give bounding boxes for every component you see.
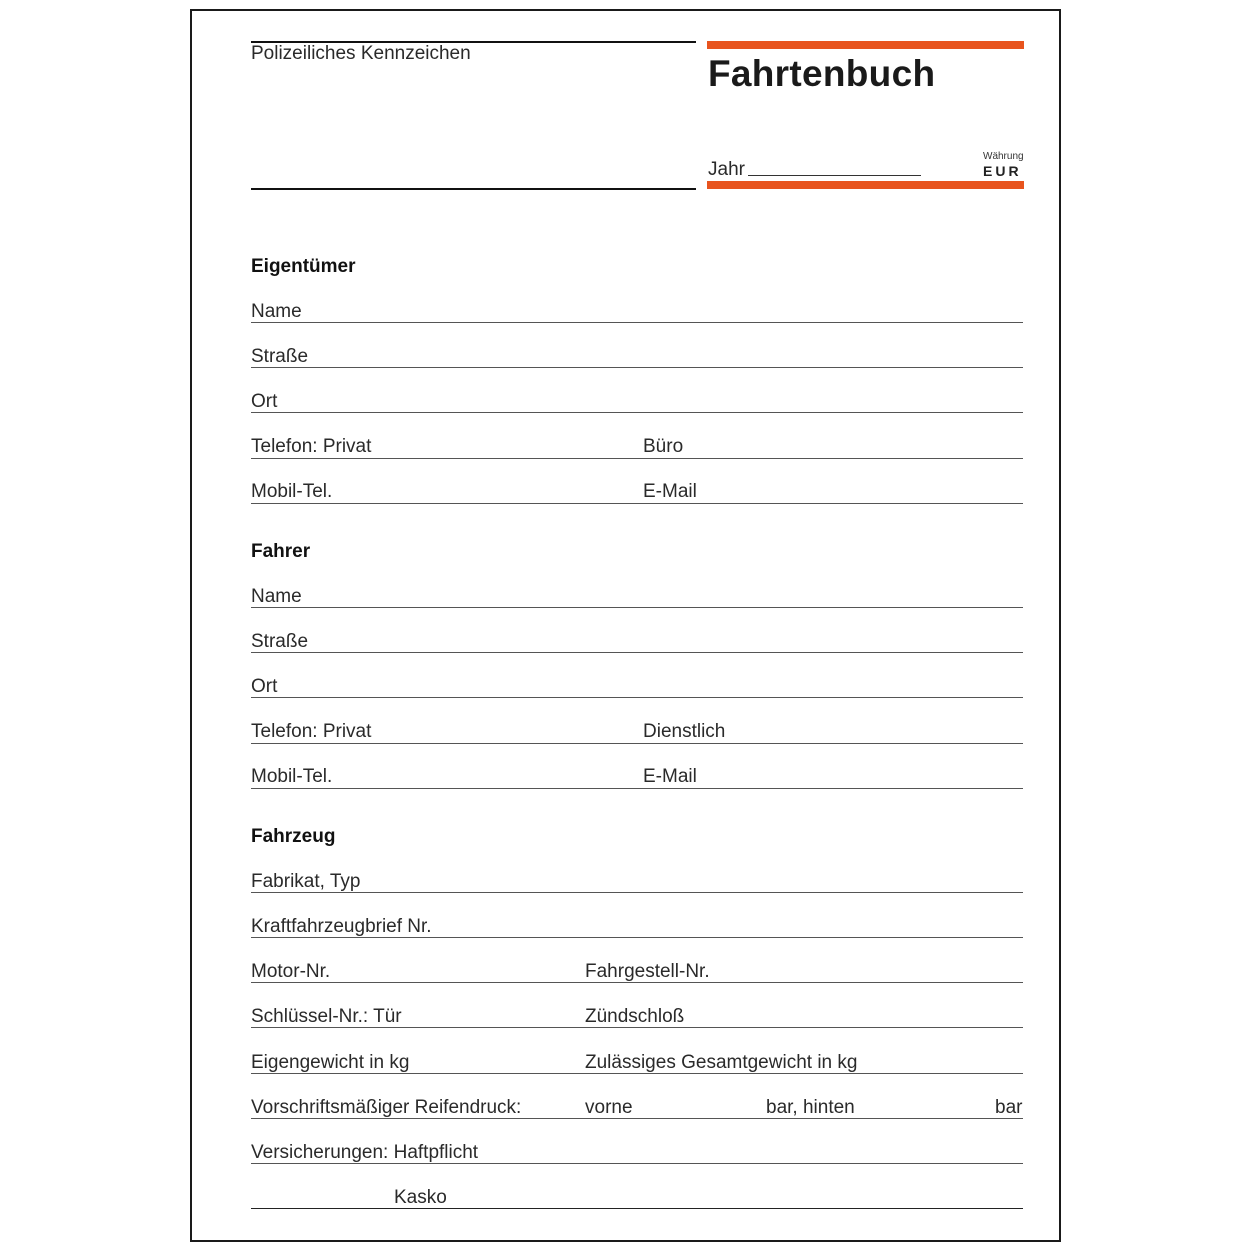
currency-value: EUR xyxy=(983,163,1022,179)
driver-street-line[interactable] xyxy=(251,652,1023,653)
vehicle-casco-line[interactable] xyxy=(251,1208,1023,1209)
title-bottom-bar xyxy=(707,181,1024,189)
owner-name-line[interactable] xyxy=(251,322,1023,323)
vehicle-key-door-label: Schlüssel-Nr.: Tür xyxy=(251,1006,402,1027)
currency-caption: Währung xyxy=(983,151,1024,162)
owner-email-label: E-Mail xyxy=(643,481,697,502)
vehicle-liability-label: Versicherungen: Haftpflicht xyxy=(251,1142,479,1163)
driver-phone-line[interactable] xyxy=(251,743,1023,744)
year-label: Jahr xyxy=(708,159,745,180)
driver-city-label: Ort xyxy=(251,676,278,697)
vehicle-registration-line[interactable] xyxy=(251,937,1023,938)
driver-name-label: Name xyxy=(251,586,302,607)
vehicle-bar-label: bar xyxy=(995,1097,1023,1118)
owner-mobile-line[interactable] xyxy=(251,503,1023,504)
driver-mobile-line[interactable] xyxy=(251,788,1023,789)
driver-phone-private-label: Telefon: Privat xyxy=(251,721,372,742)
page-title: Fahrtenbuch xyxy=(708,53,936,94)
vehicle-make-label: Fabrikat, Typ xyxy=(251,871,361,892)
vehicle-key-ignition-label: Zündschloß xyxy=(585,1006,685,1027)
owner-street-label: Straße xyxy=(251,346,309,367)
driver-mobile-label: Mobil-Tel. xyxy=(251,766,333,787)
driver-street-label: Straße xyxy=(251,631,309,652)
owner-heading: Eigentümer xyxy=(251,256,356,277)
owner-phone-private-label: Telefon: Privat xyxy=(251,436,372,457)
owner-street-line[interactable] xyxy=(251,367,1023,368)
driver-city-line[interactable] xyxy=(251,697,1023,698)
form-sheet xyxy=(190,9,1061,1242)
vehicle-heading: Fahrzeug xyxy=(251,826,336,847)
driver-email-label: E-Mail xyxy=(643,766,697,787)
vehicle-registration-label: Kraftfahrzeugbrief Nr. xyxy=(251,916,432,937)
plate-label: Polizeiliches Kennzeichen xyxy=(251,43,471,64)
plate-field-line[interactable] xyxy=(251,188,696,190)
driver-name-line[interactable] xyxy=(251,607,1023,608)
vehicle-key-line[interactable] xyxy=(251,1027,1023,1028)
driver-phone-work-label: Dienstlich xyxy=(643,721,726,742)
title-top-bar xyxy=(707,41,1024,49)
vehicle-make-line[interactable] xyxy=(251,892,1023,893)
owner-city-label: Ort xyxy=(251,391,278,412)
owner-name-label: Name xyxy=(251,301,302,322)
vehicle-weight-line[interactable] xyxy=(251,1073,1023,1074)
vehicle-bar-rear-label: bar, hinten xyxy=(766,1097,855,1118)
vehicle-chassis-label: Fahrgestell-Nr. xyxy=(585,961,710,982)
vehicle-front-label: vorne xyxy=(585,1097,633,1118)
owner-mobile-label: Mobil-Tel. xyxy=(251,481,333,502)
vehicle-tire-pressure-label: Vorschriftsmäßiger Reifendruck: xyxy=(251,1097,522,1118)
vehicle-engine-label: Motor-Nr. xyxy=(251,961,331,982)
vehicle-liability-line[interactable] xyxy=(251,1163,1023,1164)
vehicle-tire-line[interactable] xyxy=(251,1118,1023,1119)
owner-phone-line[interactable] xyxy=(251,458,1023,459)
driver-heading: Fahrer xyxy=(251,541,311,562)
year-field-line[interactable] xyxy=(748,175,921,176)
vehicle-gross-weight-label: Zulässiges Gesamtgewicht in kg xyxy=(585,1052,858,1073)
vehicle-curb-weight-label: Eigengewicht in kg xyxy=(251,1052,410,1073)
vehicle-engine-line[interactable] xyxy=(251,982,1023,983)
owner-phone-office-label: Büro xyxy=(643,436,684,457)
owner-city-line[interactable] xyxy=(251,412,1023,413)
vehicle-casco-label: Kasko xyxy=(394,1187,447,1208)
